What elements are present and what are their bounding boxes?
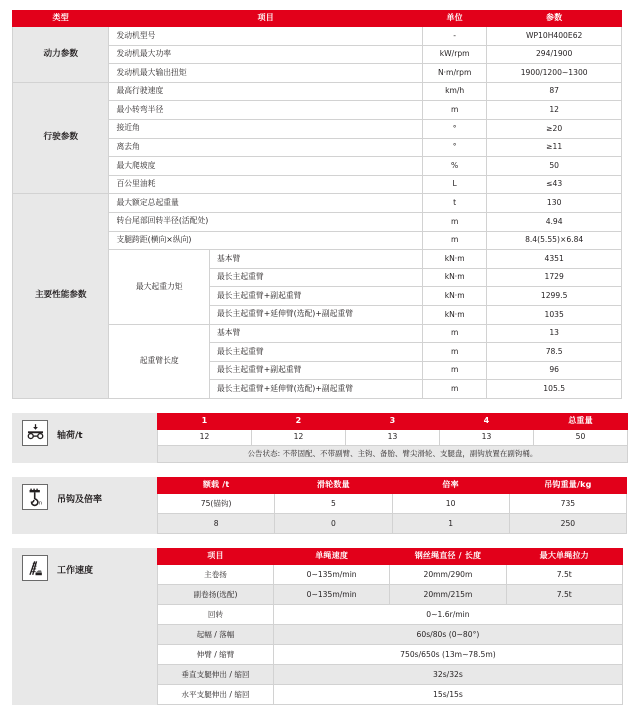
item-value: 1900/1200~1300: [487, 64, 622, 83]
axle-value-3: 13: [346, 429, 440, 446]
item-label: 最大额定总起重量: [109, 194, 423, 213]
item-value: 1299.5: [487, 287, 622, 306]
item-value: 1729: [487, 268, 622, 287]
item-value: 96: [487, 361, 622, 380]
item-unit: m: [423, 212, 487, 231]
speed-item: 副卷扬(选配): [158, 585, 274, 605]
header-unit: 单位: [423, 11, 487, 27]
item-value: ≤43: [487, 175, 622, 194]
item-unit: km/h: [423, 82, 487, 101]
table-row: [158, 446, 628, 463]
item-label: 基本臂: [209, 324, 422, 343]
item-value: 294/1900: [487, 45, 622, 64]
speed-item: 垂直支腿伸出 / 缩回: [158, 665, 274, 685]
axle-icon: [22, 420, 48, 446]
hook-cell: 250: [509, 514, 626, 534]
speed-header-rope-spec: 钢丝绳直径 / 长度: [390, 549, 506, 565]
header-type: 类型: [13, 11, 109, 27]
item-value: ≥11: [487, 138, 622, 157]
item-unit: L: [423, 175, 487, 194]
category-power: 动力参数: [13, 27, 109, 83]
axle-load-note: 公告状态: 不带固配、不带副臂、主钩、备胎、臂尖滑轮、支腿盘，副钩放置在副钩桶。: [158, 446, 628, 463]
table-row: [13, 27, 622, 46]
item-value: 13: [487, 324, 622, 343]
hook-icon: [22, 484, 48, 510]
item-unit: m: [423, 231, 487, 250]
item-value: 87: [487, 82, 622, 101]
subgroup-boom-length: 起重臂长度: [109, 324, 209, 398]
item-label: 最长主起重臂: [209, 343, 422, 362]
table-row: [158, 585, 623, 605]
item-unit: kN·m: [423, 268, 487, 287]
work-speed-table: [157, 548, 623, 705]
item-label: 最小转弯半径: [109, 101, 423, 120]
speed-cell: 0~135m/min: [274, 585, 390, 605]
item-label: 基本臂: [209, 250, 422, 269]
hook-cell: 75(锚钩): [158, 494, 275, 514]
table-row: [158, 494, 627, 514]
hook-cell: 735: [509, 494, 626, 514]
item-label: 最长主起重臂+副起重臂: [209, 361, 422, 380]
speed-cell-merged: 0~1.6r/min: [274, 605, 623, 625]
speed-cell: 7.5t: [506, 585, 622, 605]
item-value: 50: [487, 157, 622, 176]
work-speed-title: 工作速度: [57, 566, 94, 577]
hook-header-ratio: 倍率: [392, 478, 509, 494]
table-row: [158, 429, 628, 446]
item-unit: m: [423, 361, 487, 380]
table-row: [13, 82, 622, 101]
speed-header-rope-speed: 单绳速度: [274, 549, 390, 565]
speed-cell-merged: 60s/80s (0~80°): [274, 625, 623, 645]
axle-load-title: 轴荷/t: [57, 430, 83, 441]
item-unit: m: [423, 343, 487, 362]
hook-header-sheaves: 滑轮数量: [275, 478, 392, 494]
speed-cell: 7.5t: [506, 565, 622, 585]
axle-load-table-wrap: [157, 413, 628, 464]
speed-item: 主卷扬: [158, 565, 274, 585]
axle-load-table: [157, 413, 628, 464]
item-label: 发动机型号: [109, 27, 423, 46]
item-unit: kN·m: [423, 305, 487, 324]
speed-cell: 20mm/290m: [390, 565, 506, 585]
item-label: 最长主起重臂+延伸臂(选配)+副起重臂: [209, 305, 422, 324]
speed-cell-merged: 32s/32s: [274, 665, 623, 685]
hook-cell: 5: [275, 494, 392, 514]
item-value: 1035: [487, 305, 622, 324]
item-label: 接近角: [109, 119, 423, 138]
hook-label: [12, 477, 157, 534]
item-unit: -: [423, 27, 487, 46]
item-label: 最高行驶速度: [109, 82, 423, 101]
item-value: 12: [487, 101, 622, 120]
hook-header-row: [158, 478, 627, 494]
item-label: 最长主起重臂+副起重臂: [209, 287, 422, 306]
subgroup-max-moment: 最大起重力矩: [109, 250, 209, 324]
work-speed-block: [12, 548, 622, 705]
axle-header-1: 1: [158, 413, 252, 429]
hook-cell: 10: [392, 494, 509, 514]
speed-item: 水平支腿伸出 / 缩回: [158, 685, 274, 705]
category-performance: 主要性能参数: [13, 194, 109, 399]
item-value: 105.5: [487, 380, 622, 399]
speed-item: 回转: [158, 605, 274, 625]
speed-header-item: 项目: [158, 549, 274, 565]
crane-icon: [22, 555, 48, 581]
axle-value-2: 12: [252, 429, 346, 446]
axle-header-row: [158, 413, 628, 429]
item-label: 支腿跨距(横向×纵向): [109, 231, 423, 250]
item-unit: m: [423, 380, 487, 399]
speed-cell-merged: 15s/15s: [274, 685, 623, 705]
hook-header-weight: 吊钩重量/kg: [509, 478, 626, 494]
speed-cell: 20mm/215m: [390, 585, 506, 605]
item-value: 4.94: [487, 212, 622, 231]
item-unit: %: [423, 157, 487, 176]
item-value: 4351: [487, 250, 622, 269]
axle-value-4: 13: [440, 429, 534, 446]
hook-header-rated-load: 额载 /t: [158, 478, 275, 494]
speed-header-max-pull: 最大单绳拉力: [506, 549, 622, 565]
header-parameter: 参数: [487, 11, 622, 27]
hook-table: [157, 477, 627, 534]
item-value: 78.5: [487, 343, 622, 362]
table-row: [158, 685, 623, 705]
axle-header-3: 3: [346, 413, 440, 429]
item-value: WP10H400E62: [487, 27, 622, 46]
item-unit: t: [423, 194, 487, 213]
hook-title: 吊钩及倍率: [57, 495, 103, 506]
item-label: 最长主起重臂: [209, 268, 422, 287]
main-spec-header-row: [13, 11, 622, 27]
hook-cell: 1: [392, 514, 509, 534]
axle-header-total: 总重量: [534, 413, 628, 429]
item-label: 转台尾部回转半径(活配处): [109, 212, 423, 231]
item-unit: kN·m: [423, 250, 487, 269]
item-label: 最长主起重臂+延伸臂(选配)+副起重臂: [209, 380, 422, 399]
work-speed-label: [12, 548, 157, 705]
svg-text:n: n: [38, 500, 42, 507]
item-unit: °: [423, 119, 487, 138]
table-row: [158, 514, 627, 534]
item-unit: N·m/rpm: [423, 64, 487, 83]
speed-cell: 0~135m/min: [274, 565, 390, 585]
axle-load-block: [12, 413, 622, 464]
table-row: [158, 645, 623, 665]
speed-header-row: [158, 549, 623, 565]
item-unit: m: [423, 324, 487, 343]
hook-cell: 8: [158, 514, 275, 534]
item-value: ≥20: [487, 119, 622, 138]
item-label: 发动机最大输出扭矩: [109, 64, 423, 83]
item-value: 130: [487, 194, 622, 213]
hook-block: [12, 477, 622, 534]
axle-header-2: 2: [252, 413, 346, 429]
table-row: [158, 605, 623, 625]
header-item: 项目: [109, 11, 423, 27]
item-unit: kW/rpm: [423, 45, 487, 64]
work-speed-table-wrap: [157, 548, 623, 705]
speed-cell-merged: 750s/650s (13m~78.5m): [274, 645, 623, 665]
item-label: 离去角: [109, 138, 423, 157]
speed-item: 伸臂 / 缩臂: [158, 645, 274, 665]
item-unit: kN·m: [423, 287, 487, 306]
item-unit: m: [423, 101, 487, 120]
item-value: 8.4(5.55)×6.84: [487, 231, 622, 250]
item-label: 最大爬坡度: [109, 157, 423, 176]
table-row: [13, 194, 622, 213]
main-spec-table: [12, 10, 622, 399]
axle-value-total: 50: [534, 429, 628, 446]
category-driving: 行驶参数: [13, 82, 109, 194]
table-row: [158, 565, 623, 585]
axle-value-1: 12: [158, 429, 252, 446]
speed-item: 起幅 / 落幅: [158, 625, 274, 645]
hook-table-wrap: [157, 477, 627, 534]
item-label: 发动机最大功率: [109, 45, 423, 64]
table-row: [158, 625, 623, 645]
item-unit: °: [423, 138, 487, 157]
axle-load-label: [12, 413, 157, 464]
item-label: 百公里油耗: [109, 175, 423, 194]
hook-cell: 0: [275, 514, 392, 534]
table-row: [158, 665, 623, 685]
axle-header-4: 4: [440, 413, 534, 429]
